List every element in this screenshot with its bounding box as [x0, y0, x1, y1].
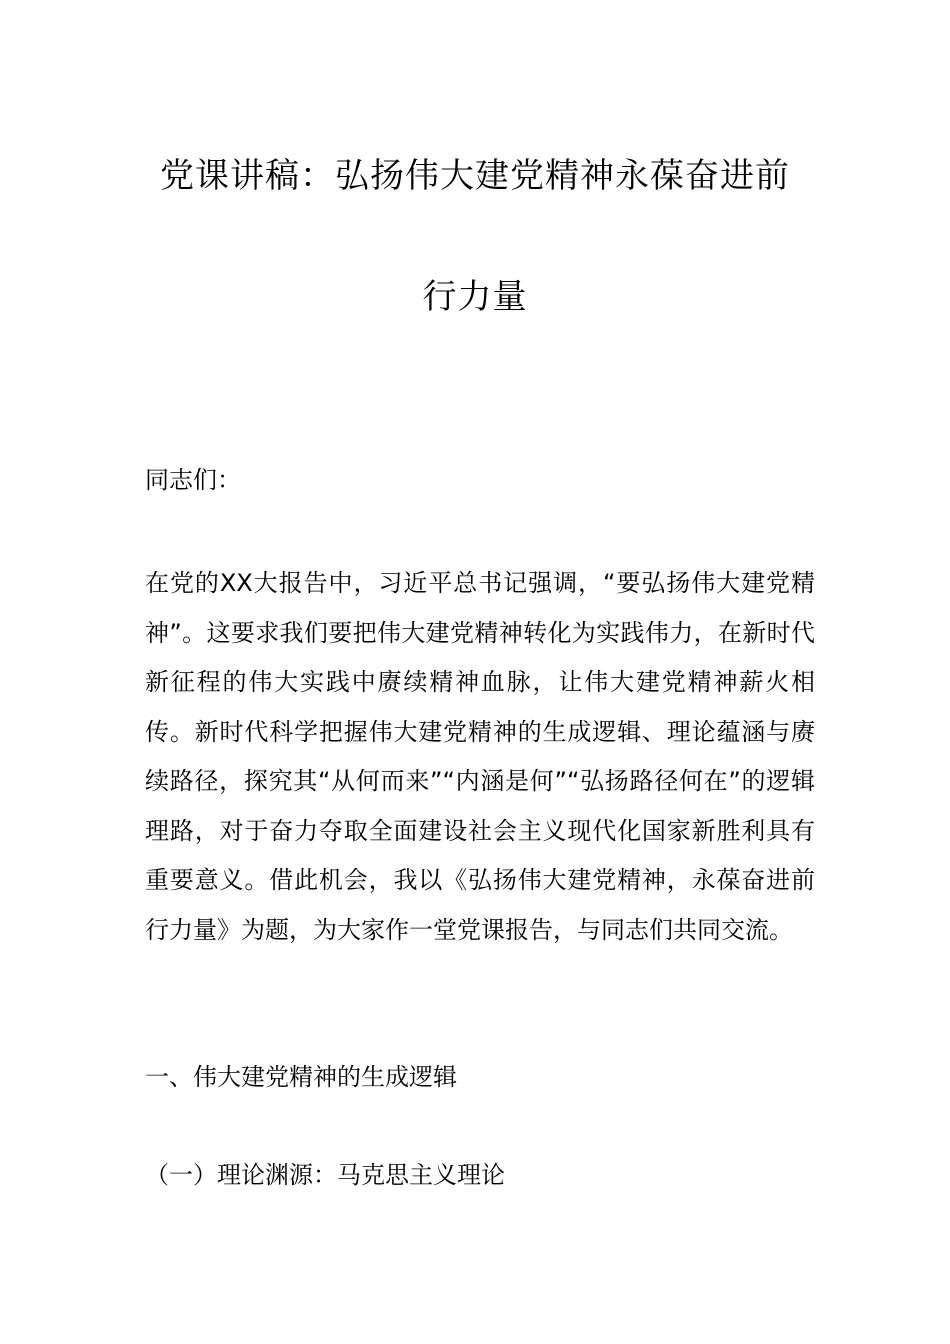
- section-heading: 一、伟大建党精神的生成逻辑: [145, 1063, 457, 1091]
- document-title-line-1: 党课讲稿：弘扬伟大建党精神永葆奋进前: [160, 156, 790, 196]
- subsection-heading: （一）理论渊源：马克思主义理论: [145, 1161, 505, 1189]
- body-paragraph: 在党的XX大报告中，习近平总书记强调，“要弘扬伟大建党精神”。这要求我们要把伟大建党精神转化为实践伟力，在新时代新征程的伟大实践中赓续精神血脉，让伟大建党精神薪火相传。新时代科学把握伟大建党精神的生成逻辑、理论蕴涵与赓续路径，探究其“从何而来”“内涵是何”“弘扬路径何在”的逻辑理路，对于奋力夺取全面建设社会主义现代化国家新胜利具有重要意义。借此机会，我以《弘扬伟大建党精神，永葆奋进前行力量》为题，为大家作一堂党课报告，与同志们共同交流。: [145, 569, 815, 944]
- document-title-line-2: 行力量: [422, 277, 528, 317]
- salutation: 同志们：: [145, 466, 241, 494]
